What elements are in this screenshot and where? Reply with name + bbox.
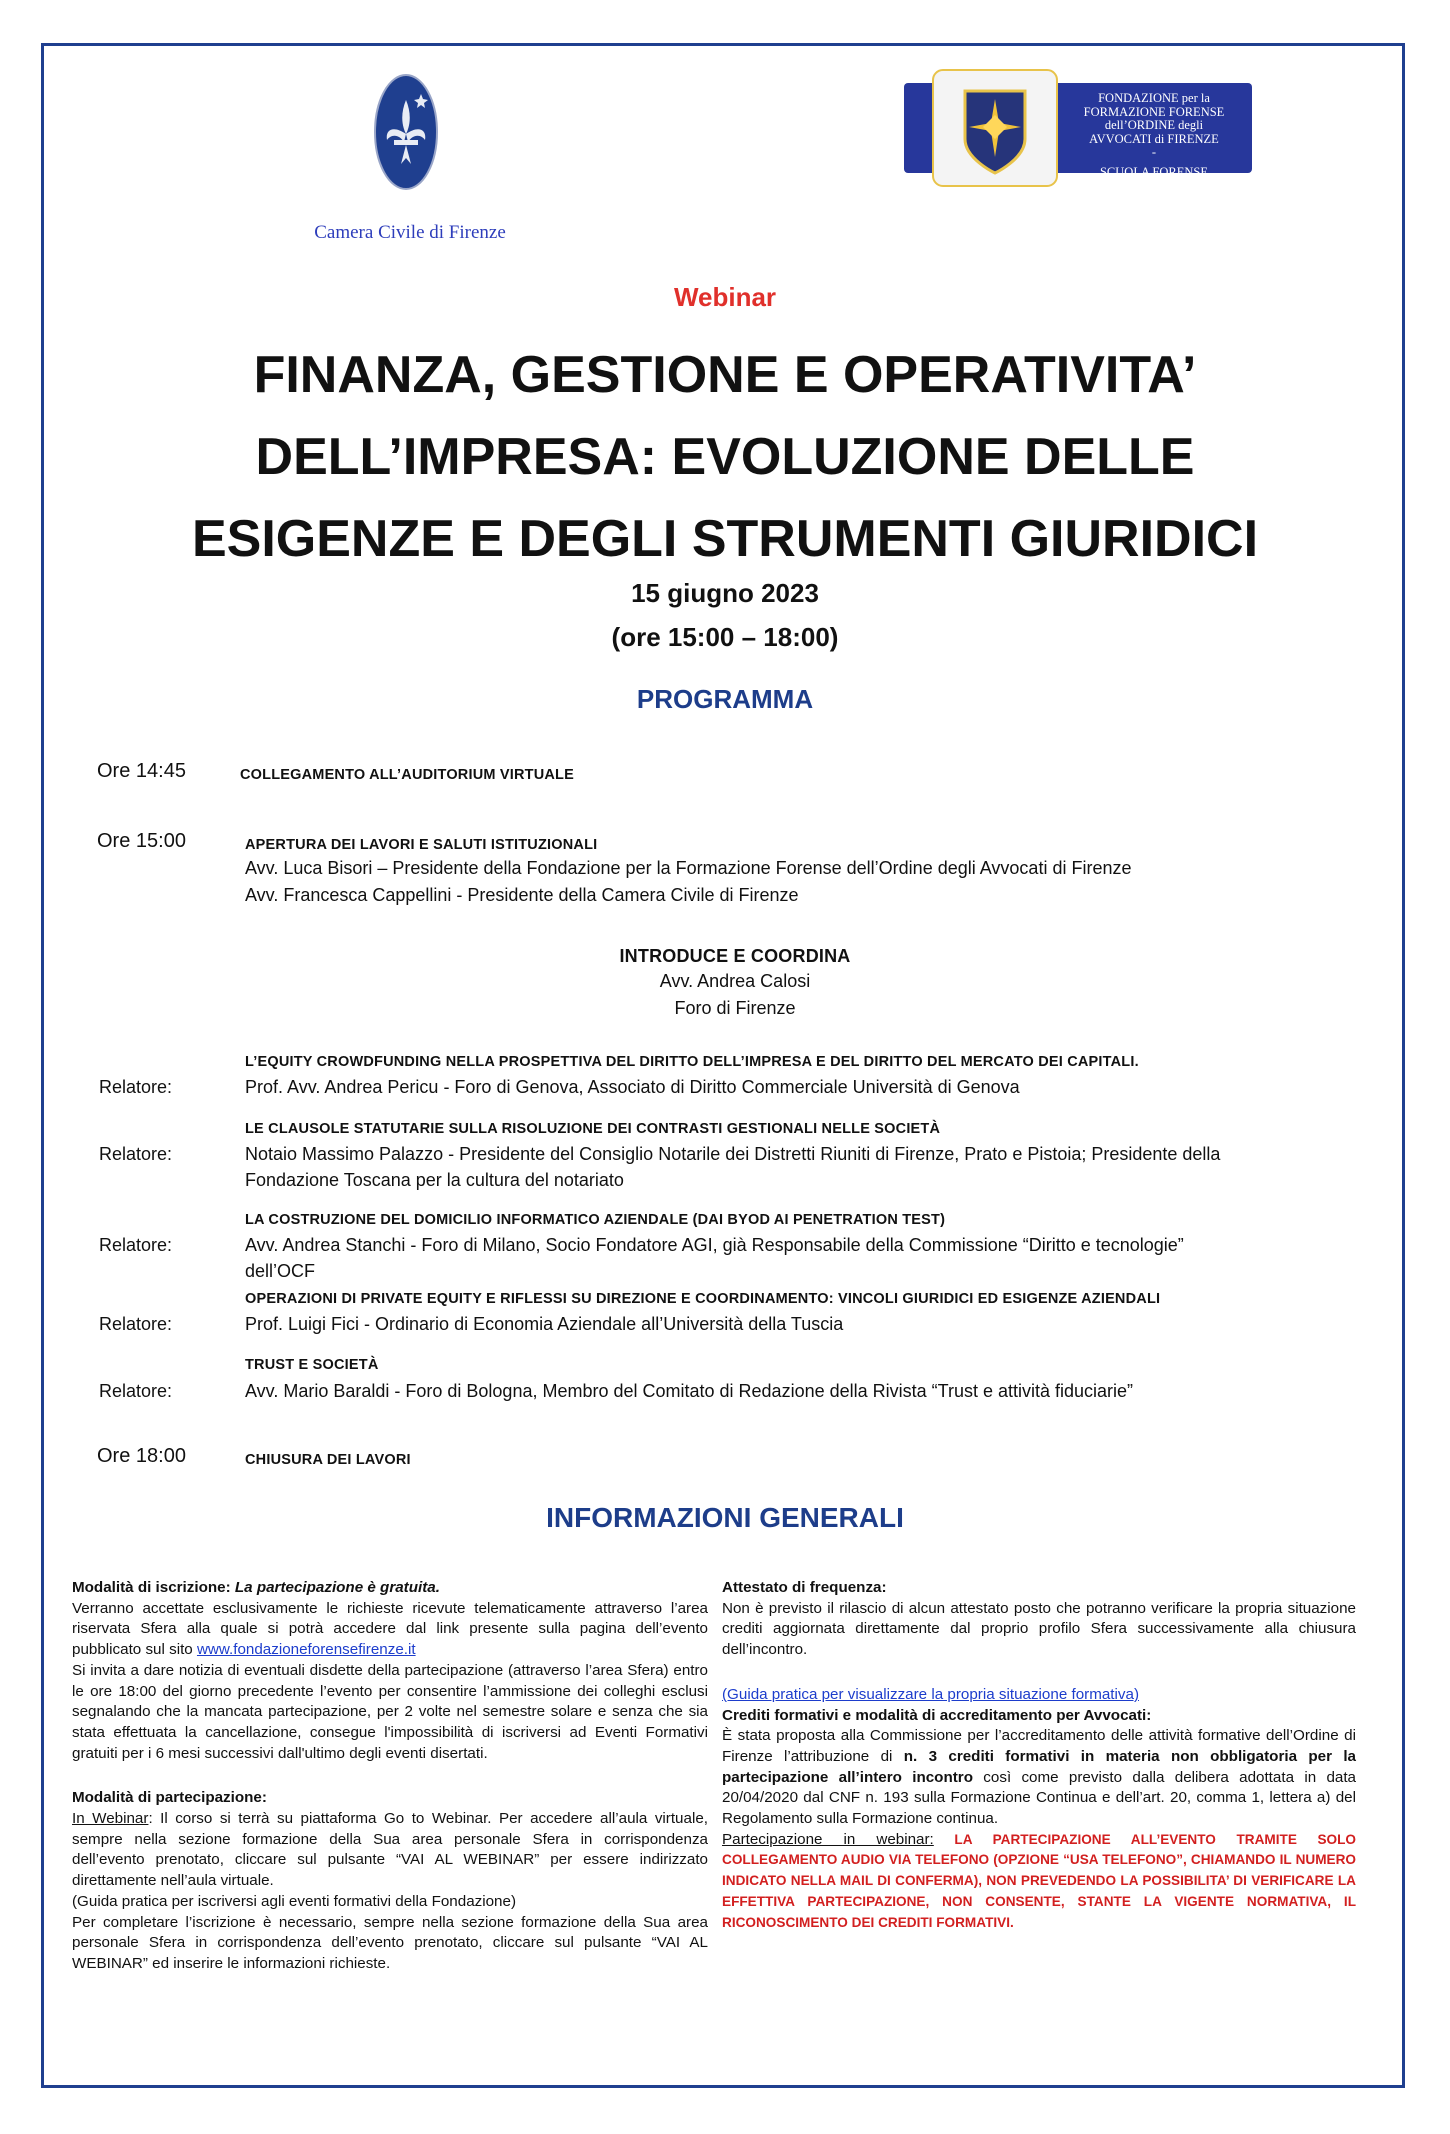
speaker-label: Relatore: [99, 1314, 173, 1334]
speaker-name: dell’OCF [245, 1261, 316, 1281]
speaker-name: Avv. Andrea Stanchi - Foro di Milano, Socio Fondatore AGI, già Responsabile della Commissione “Diritto e tecnologie” [245, 1235, 1184, 1255]
speaker-name: Prof. Avv. Andrea Pericu - Foro di Genova, Associato di Diritto Commerciale Università di Genova [245, 1077, 1020, 1097]
talk-title: LA COSTRUZIONE DEL DOMICILIO INFORMATICO AZIENDALE (DAI BYOD AI PENETRATION TEST) [245, 1212, 946, 1228]
schedule-title: CHIUSURA DEI LAVORI [245, 1452, 411, 1468]
coordinator-name: Avv. Andrea Calosi [659, 971, 811, 991]
webinar-lead: In Webinar [72, 1810, 149, 1828]
talk-title: TRUST E SOCIETÀ [245, 1357, 379, 1373]
credits-text: È stata proposta alla Commissione per l’accreditamento delle attività formative dell’Ordine di Firenze l’attribuzione di [722, 1727, 1356, 1765]
camera-civile-lily-logo [373, 72, 439, 192]
greeting-line: Avv. Luca Bisori – Presidente della Fondazione per la Formazione Forense dell’Ordine degli Avvocati di Firenze [245, 858, 1132, 878]
speaker-label: Relatore: [99, 1235, 173, 1255]
certificate-heading: Attestato di frequenza: [722, 1579, 887, 1596]
title-line: DELL’IMPRESA: EVOLUZIONE DELLE [255, 428, 1195, 486]
completion-text: Per completare l’iscrizione è necessario, sempre nella sezione formazione della Sua area personale Sfera in corrispondenza dell’evento prenotato, cliccare sul pulsante “VAI AL WEBINAR” ed inserire le informazioni richieste. [72, 1913, 708, 1972]
logo-line: - [1151, 145, 1157, 159]
training-status-guide-link[interactable]: (Guida pratica per visualizzare la propria situazione formativa) [722, 1685, 1139, 1703]
title-line: ESIGENZE E DEGLI STRUMENTI GIURIDICI [191, 510, 1259, 568]
schedule-time: Ore 14:45 [97, 760, 186, 782]
participation-text: : Il corso si terrà su piattaforma Go to Webinar. Per accedere all’aula virtuale, sempre nella sezione formazione della Sua area personale Sfera in corrispondenza dell’evento prenotato, cliccare sul pulsante “VAI AL WEBINAR” per essere indirizzato direttamente nell’aula virtuale. [72, 1810, 708, 1890]
speaker-name: Prof. Luigi Fici - Ordinario di Economia Aziendale all’Università della Tuscia [245, 1314, 844, 1334]
title-line: FINANZA, GESTIONE E OPERATIVITA’ [253, 346, 1197, 404]
schedule-title: APERTURA DEI LAVORI E SALUTI ISTITUZIONALI [245, 837, 598, 853]
schedule-time: Ore 15:00 [97, 830, 186, 852]
speaker-label: Relatore: [99, 1144, 173, 1164]
logo-line: FONDAZIONE per la [1098, 91, 1210, 105]
logo-line: FORMAZIONE FORENSE [1083, 104, 1225, 119]
coordinator-heading: INTRODUCE E COORDINA [619, 946, 851, 966]
schedule-title: COLLEGAMENTO ALL’AUDITORIUM VIRTUALE [240, 767, 574, 783]
credits-text-rest: così come previsto dalla delibera adottata in data 20/04/2020 dal CNF n. 193 sulla Formazione Continua e dell’art. 20, comma 1, lettera a) del Regolamento sulla Formazione continua. [722, 1768, 1357, 1828]
speaker-label: Relatore: [99, 1381, 173, 1401]
webinar-participation-lead: Partecipazione in webinar: [722, 1830, 934, 1848]
participation-heading: Modalità di partecipazione: [72, 1789, 267, 1807]
logo-line: dell’ORDINE degli [1104, 118, 1204, 132]
speaker-name: Avv. Mario Baraldi - Foro di Bologna, Membro del Comitato di Redazione della Rivista “Trust e attività fiduciarie” [245, 1381, 1134, 1401]
event-title [60, 334, 1390, 580]
coordinator-org: Foro di Firenze [674, 998, 796, 1018]
info-left-column [72, 1578, 708, 1975]
event-time: (ore 15:00 – 18:00) [611, 622, 839, 652]
logo-line: SCUOLA FORENSE [1099, 164, 1208, 179]
credits-amount: n. 3 crediti formativi in materia non obbligatoria per la partecipazione all’intero incontro [722, 1747, 1357, 1786]
greeting-line: Avv. Francesca Cappellini - Presidente della Camera Civile di Firenze [245, 885, 799, 905]
info-heading: INFORMAZIONI GENERALI [546, 1502, 904, 1533]
registration-free-note: La partecipazione è gratuita. [234, 1579, 440, 1596]
speaker-label: Relatore: [99, 1077, 173, 1097]
certificate-text: Non è previsto il rilascio di alcun attestato posto che potranno verificare la propria situazione crediti aggiornata direttamente dal proprio profilo Sfera successivamente alla chiusura dell’incontro. [722, 1599, 1356, 1659]
credits-heading: Crediti formativi e modalità di accreditamento per Avvocati: [722, 1706, 1152, 1724]
registration-text: Verranno accettate esclusivamente le richieste ricevute telematicamente attraverso l’area riservata Sfera alla quale si potrà accedere dal link presente sulla pagina dell’evento pubblicato sul sito [72, 1599, 708, 1659]
talk-title: L’EQUITY CROWDFUNDING NELLA PROSPETTIVA DEL DIRITTO DELL’IMPRESA E DEL DIRITTO DEL MERCATO DEI CAPITALI. [245, 1054, 1139, 1070]
program-heading: PROGRAMMA [636, 684, 814, 714]
logo-line: AVVOCATI di FIRENZE [1089, 131, 1219, 146]
schedule-time: Ore 18:00 [97, 1445, 186, 1467]
talk-title: OPERAZIONI DI PRIVATE EQUITY E RIFLESSI SU DIREZIONE E COORDINAMENTO: VINCOLI GIURIDICI ED ESIGENZE AZIENDALI [245, 1291, 1161, 1307]
speaker-name: Fondazione Toscana per la cultura del notariato [245, 1170, 624, 1190]
registration-heading: Modalità di iscrizione: [72, 1579, 235, 1596]
fondazione-site-link[interactable]: www.fondazioneforensefirenze.it [196, 1641, 416, 1659]
registration-guide-link[interactable]: (Guida pratica per iscriversi agli eventi formativi della Fondazione) [72, 1892, 517, 1910]
phone-warning: LA PARTECIPAZIONE ALL’EVENTO TRAMITE SOLO COLLEGAMENTO AUDIO VIA TELEFONO (OPZIONE “USA TELEFONO”, CHIAMANDO IL NUMERO INDICATO NELLA MAIL DI CONFERMA), NON PREVEDENDO LA POSSIBILITA’ DI VERIFICARE LA EFFETTIVA PARTECIPAZIONE, NON CONSENTE, STANTE LA VIGENTE NORMATIVA, IL RICONOSCIMENTO DEI CREDITI FORMATIVI. [722, 1831, 1357, 1930]
camera-civile-caption: Camera Civile di Firenze [314, 222, 506, 243]
talk-title: LE CLAUSOLE STATUTARIE SULLA RISOLUZIONE DEI CONTRASTI GESTIONALI NELLE SOCIETÀ [245, 1121, 941, 1137]
fondazione-logo-text [1068, 92, 1240, 179]
event-date: 15 giugno 2023 [631, 578, 819, 608]
speaker-name: Notaio Massimo Palazzo - Presidente del Consiglio Notarile dei Distretti Riuniti di Firenze, Prato e Pistoia; Presidente della [245, 1144, 1221, 1164]
cancellation-text: Si invita a dare notizia di eventuali disdette della partecipazione (attraverso l’area Sfera) entro le ore 18:00 del giorno precedente l’evento per consentire l’ammissione dei colleghi esclusi segnalando che la mancata partecipazione, per 2 volte nel semestre solare e senza che sia stata effettuata la cancellazione, consegue l'impossibilità di iscriversi ad Eventi Formativi gratuiti per i 6 mesi successivi dall'ultimo degli eventi disertati. [72, 1661, 708, 1762]
event-kicker: Webinar [673, 282, 777, 312]
info-right-column [722, 1578, 1356, 1933]
